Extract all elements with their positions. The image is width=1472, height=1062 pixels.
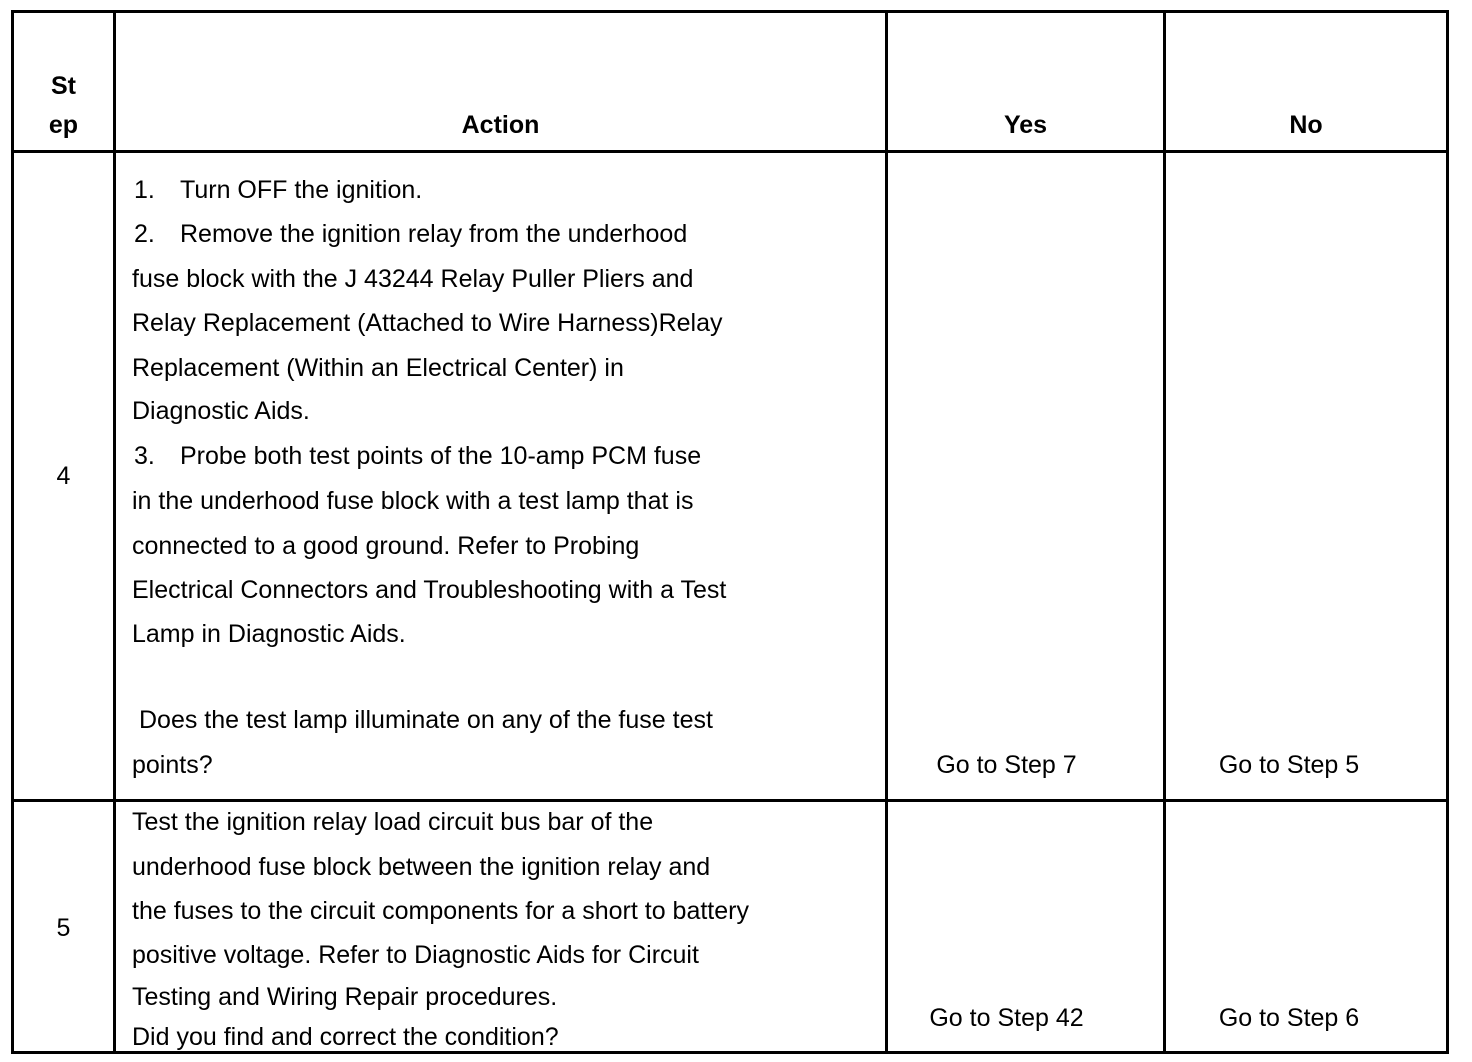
action-line: in the underhood fuse block with a test lamp that is xyxy=(132,487,694,515)
action-line: Relay Replacement (Attached to Wire Harness)Relay xyxy=(132,309,723,337)
list-text: Turn OFF the ignition. xyxy=(180,176,423,204)
action-line: Did you find and correct the condition? xyxy=(132,1023,559,1051)
action-line: the fuses to the circuit components for a short to battery xyxy=(132,897,749,925)
action-line: connected to a good ground. Refer to Probing xyxy=(132,532,640,560)
action-list-item xyxy=(134,444,701,469)
action-line: Diagnostic Aids. xyxy=(132,397,310,425)
step-number: 5 xyxy=(56,914,71,942)
table-divider-header xyxy=(11,150,1449,153)
action-line: Testing and Wiring Repair procedures. xyxy=(132,983,558,1011)
column-divider-step xyxy=(113,10,116,1054)
action-line: Replacement (Within an Electrical Center) in xyxy=(132,354,624,382)
list-number: 2. xyxy=(134,220,155,248)
table-border-bottom xyxy=(11,1051,1449,1054)
header-step-wrap: ep xyxy=(48,111,79,139)
no-result: Go to Step 6 xyxy=(1218,1004,1360,1032)
step-number: 4 xyxy=(56,462,71,490)
column-divider-action xyxy=(885,10,888,1054)
action-list-item xyxy=(134,178,422,203)
list-number: 1. xyxy=(134,176,155,204)
yes-result: Go to Step 7 xyxy=(936,751,1077,779)
table-border-top xyxy=(11,10,1449,13)
action-question: Does the test lamp illuminate on any of the fuse test xyxy=(139,706,713,734)
header-yes: Yes xyxy=(1003,111,1048,139)
header-no: No xyxy=(1289,111,1323,139)
action-list-item xyxy=(134,222,687,247)
table-border-left xyxy=(11,10,14,1054)
action-line: underhood fuse block between the ignition relay and xyxy=(132,853,711,881)
list-text: Remove the ignition relay from the underhood xyxy=(180,220,688,248)
list-number: 3. xyxy=(134,442,155,470)
action-question: points? xyxy=(132,751,213,779)
action-line: fuse block with the J 43244 Relay Puller Pliers and xyxy=(132,265,694,293)
table-divider-row xyxy=(11,799,1449,802)
header-step: St xyxy=(51,72,76,100)
column-divider-yes xyxy=(1163,10,1166,1054)
header-action: Action xyxy=(461,111,540,139)
action-line: positive voltage. Refer to Diagnostic Aids for Circuit xyxy=(132,941,699,969)
no-result: Go to Step 5 xyxy=(1218,751,1360,779)
list-text: Probe both test points of the 10-amp PCM fuse xyxy=(180,442,702,470)
action-line: Lamp in Diagnostic Aids. xyxy=(132,620,406,648)
action-line: Electrical Connectors and Troubleshooting with a Test xyxy=(132,576,727,604)
table-border-right xyxy=(1446,10,1449,1054)
action-line: Test the ignition relay load circuit bus bar of the xyxy=(132,808,654,836)
yes-result: Go to Step 42 xyxy=(929,1004,1084,1032)
